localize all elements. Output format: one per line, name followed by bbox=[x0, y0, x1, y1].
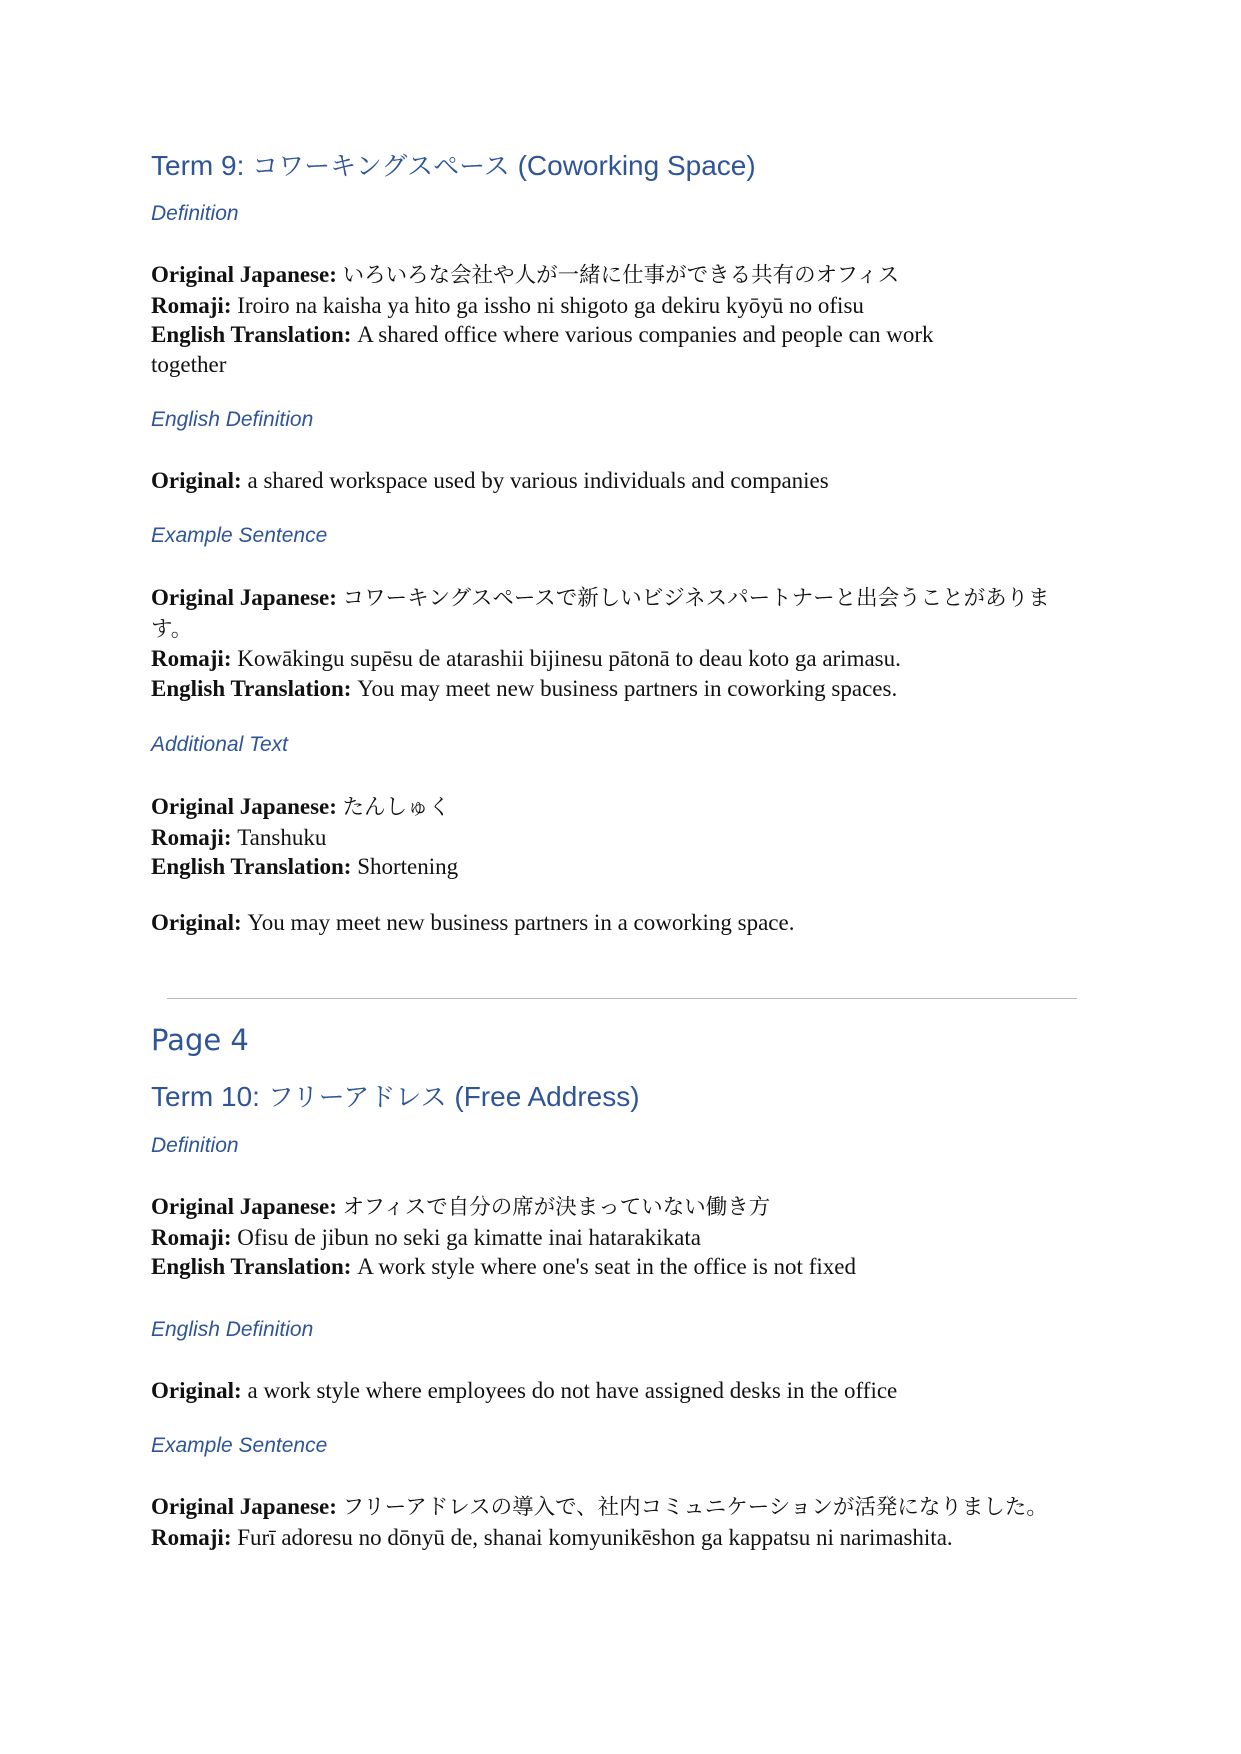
original-japanese-line bbox=[151, 792, 1086, 823]
example-sentence-block bbox=[151, 583, 1086, 703]
term-9-title bbox=[151, 152, 756, 180]
english-translation-text: A shared office where various companies and people can work together bbox=[151, 322, 934, 377]
definition-block bbox=[151, 260, 1086, 379]
original-japanese-line bbox=[151, 1492, 1086, 1523]
original-japanese-line bbox=[151, 583, 1086, 644]
original-japanese-text: オフィスで自分の席が決まっていない働き方 bbox=[342, 1195, 771, 1220]
english-translation-label: English Translation: bbox=[151, 675, 358, 701]
english-translation-line bbox=[151, 1252, 1086, 1282]
term-10-title bbox=[151, 1083, 640, 1111]
additional-original-block bbox=[151, 908, 1086, 938]
romaji-label: Romaji: bbox=[151, 1224, 238, 1250]
term-title-prefix: Term 9: bbox=[151, 150, 253, 181]
romaji-label: Romaji: bbox=[151, 1524, 238, 1550]
original-japanese-line bbox=[151, 1192, 1086, 1223]
original-japanese-text: フリーアドレスの導入で、社内コミュニケーションが活発になりました。 bbox=[342, 1495, 1048, 1520]
romaji-line bbox=[151, 291, 1086, 321]
english-definition-heading: English Definition bbox=[151, 1318, 314, 1341]
original-japanese-label: Original Japanese: bbox=[151, 585, 343, 610]
section-divider bbox=[167, 998, 1077, 999]
romaji-line bbox=[151, 644, 1086, 674]
original-japanese-text: いろいろな会社や人が一緒に仕事ができる共有のオフィス bbox=[342, 263, 900, 288]
original-line bbox=[151, 908, 1086, 938]
example-sentence-heading: Example Sentence bbox=[151, 524, 328, 547]
original-japanese-label: Original Japanese: bbox=[151, 794, 343, 819]
example-sentence-block bbox=[151, 1492, 1086, 1552]
romaji-label: Romaji: bbox=[151, 292, 238, 318]
original-label: Original: bbox=[151, 910, 248, 935]
english-translation-line bbox=[151, 852, 1086, 882]
romaji-label: Romaji: bbox=[151, 646, 238, 671]
original-text: You may meet new business partners in a coworking space. bbox=[247, 910, 795, 935]
english-translation-text: You may meet new business partners in coworking spaces. bbox=[357, 675, 898, 701]
romaji-label: Romaji: bbox=[151, 824, 238, 850]
term-title-japanese: コワーキングスペース bbox=[252, 152, 510, 182]
definition-heading: Definition bbox=[151, 202, 239, 225]
romaji-line bbox=[151, 1523, 1086, 1553]
term-title-japanese: フリーアドレス bbox=[267, 1083, 447, 1113]
romaji-line bbox=[151, 1223, 1086, 1253]
original-japanese-label: Original Japanese: bbox=[151, 1494, 343, 1519]
term-title-english: (Coworking Space) bbox=[509, 150, 756, 181]
term-title-prefix: Term 10: bbox=[151, 1081, 268, 1112]
romaji-text: Tanshuku bbox=[237, 824, 327, 850]
english-definition-block bbox=[151, 1376, 1086, 1406]
romaji-text: Kowākingu supēsu de atarashii bijinesu pātonā to deau koto ga arimasu. bbox=[237, 646, 901, 671]
english-translation-line bbox=[151, 674, 1086, 704]
original-text: a shared workspace used by various individuals and companies bbox=[247, 468, 829, 493]
definition-block bbox=[151, 1192, 1086, 1282]
original-japanese-line bbox=[151, 260, 1086, 291]
original-japanese-label: Original Japanese: bbox=[151, 1194, 343, 1219]
romaji-text: Furī adoresu no dōnyū de, shanai komyunikēshon ga kappatsu ni narimashita. bbox=[237, 1524, 953, 1550]
english-translation-label: English Translation: bbox=[151, 1254, 358, 1279]
term-title-english: (Free Address) bbox=[446, 1081, 640, 1112]
original-line bbox=[151, 1376, 1086, 1406]
original-japanese-text: たんしゅく bbox=[342, 795, 451, 820]
original-japanese-label: Original Japanese: bbox=[151, 262, 343, 287]
english-translation-text: Shortening bbox=[357, 854, 459, 879]
definition-heading: Definition bbox=[151, 1134, 239, 1157]
english-definition-block bbox=[151, 466, 1086, 496]
example-sentence-heading: Example Sentence bbox=[151, 1434, 328, 1457]
romaji-line bbox=[151, 823, 1086, 853]
additional-text-block bbox=[151, 792, 1086, 882]
additional-text-heading: Additional Text bbox=[151, 733, 288, 756]
english-translation-text: A work style where one's seat in the office is not fixed bbox=[357, 1254, 856, 1279]
english-definition-heading: English Definition bbox=[151, 408, 314, 431]
original-japanese-text: コワーキングスペースで新しいビジネスパートナーと出会うことがあります。 bbox=[151, 586, 1050, 642]
english-translation-line bbox=[151, 320, 1001, 379]
english-translation-label: English Translation: bbox=[151, 854, 358, 879]
original-label: Original: bbox=[151, 468, 248, 493]
english-translation-label: English Translation: bbox=[151, 322, 358, 347]
page-heading: Page 4 bbox=[151, 1023, 249, 1057]
original-label: Original: bbox=[151, 1378, 248, 1403]
original-line bbox=[151, 466, 1086, 496]
romaji-text: Ofisu de jibun no seki ga kimatte inai hatarakikata bbox=[237, 1224, 701, 1250]
original-text: a work style where employees do not have assigned desks in the office bbox=[247, 1378, 898, 1403]
romaji-text: Iroiro na kaisha ya hito ga issho ni shigoto ga dekiru kyōyū no ofisu bbox=[237, 292, 864, 318]
